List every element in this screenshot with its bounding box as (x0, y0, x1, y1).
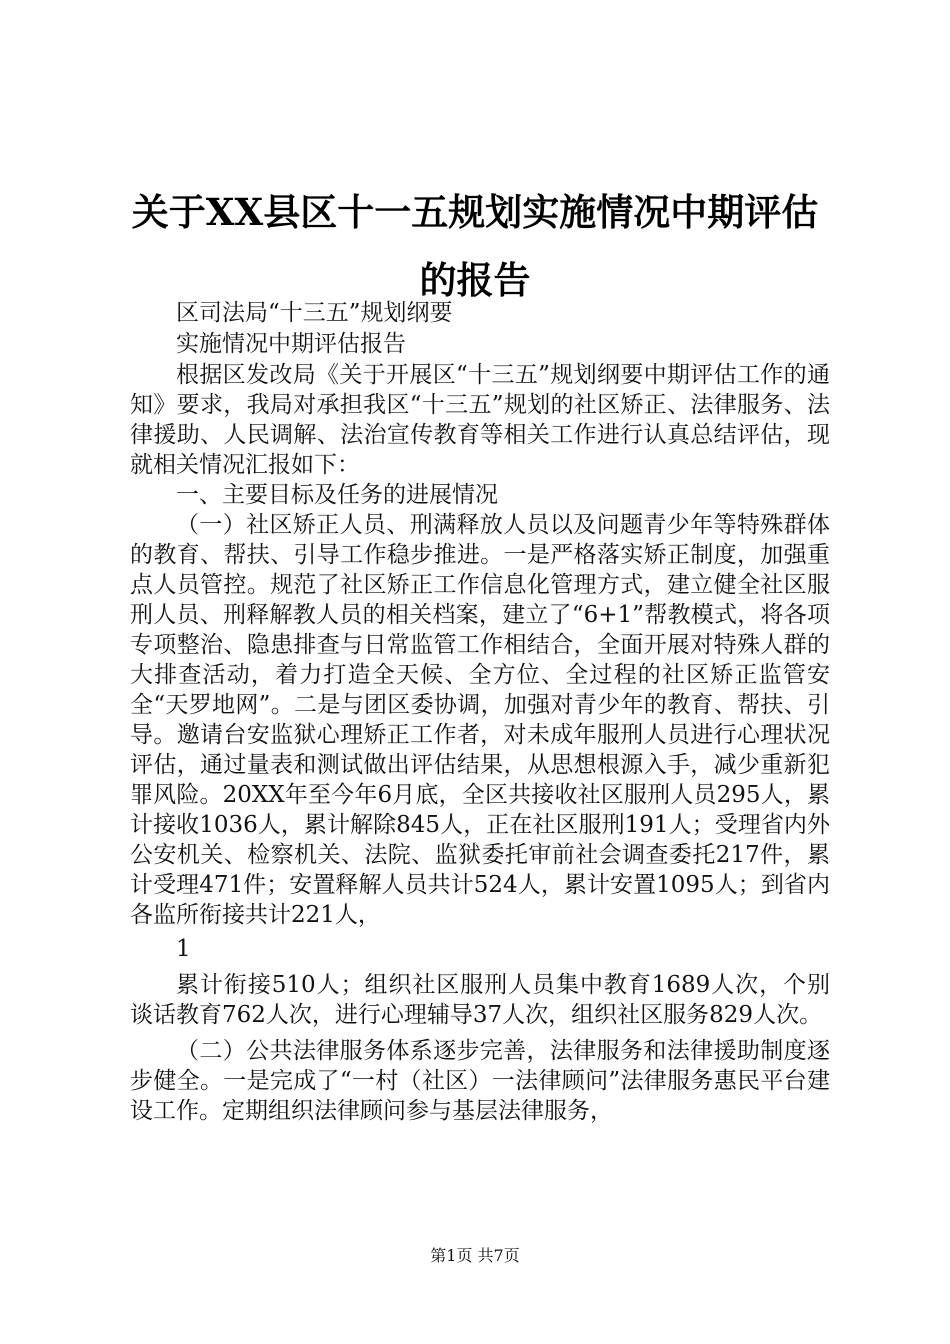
document-body (130, 298, 830, 1126)
paragraph: 根据区发改局《关于开展区“十三五”规划纲要中期评估工作的通知》要求，我局对承担我区“十三五”规划的社区矫正、法律服务、法律援助、人民调解、法治宣传教育等相关工作进行认真总结评估，现就相关情况汇报如下： (130, 362, 830, 478)
page-footer: 第1页 共7页 (430, 1246, 520, 1265)
paragraph: 区司法局“十三五”规划纲要 (176, 300, 453, 326)
section-heading: 一、主要目标及任务的进展情况 (176, 482, 498, 508)
paragraph: （一）社区矫正人员、刑满释放人员以及问题青少年等特殊群体的教育、帮扶、引导工作稳步推进。一是严格落实矫正制度，加强重点人员管控。规范了社区矫正工作信息化管理方式，建立健全社区服刑人员、刑释解教人员的相关档案，建立了“6+1”帮教模式，将各项专项整治、隐患排查与日常监管工作相结合，全面开展对特殊人群的大排查活动，着力打造全天候、全方位、全过程的社区矫正监管安全“天罗地网”。二是与团区委协调，加强对青少年的教育、帮扶、引导。邀请台安监狱心理矫正工作者，对未成年服刑人员进行心理状况评估，通过量表和测试做出评估结果，从思想根源入手，减少重新犯罪风险。20XX年至今年6月底，全区共接收社区服刑人员295人，累计接收1036人，累计解除845人，正在社区服刑191人；受理省内外公安机关、检察机关、法院、监狱委托审前社会调查委托217件，累计受理471件；安置释解人员共计524人，累计安置1095人；到省内各监所衔接共计221人， (130, 512, 830, 928)
document-title: 关于XX县区十一五规划实施情况中期评估的报告 (131, 190, 819, 302)
paragraph: 累计衔接510人；组织社区服刑人员集中教育1689人次，个别谈话教育762人次，进行心理辅导37人次，组织社区服务829人次。 (130, 972, 830, 1028)
paragraph: （二）公共法律服务体系逐步完善，法律服务和法律援助制度逐步健全。一是完成了“一村（社区）一法律顾问”法律服务惠民平台建设工作。定期组织法律顾问参与基层法律服务， (130, 1038, 830, 1124)
page-marker: 1 (176, 936, 191, 962)
paragraph: 实施情况中期评估报告 (176, 331, 406, 357)
